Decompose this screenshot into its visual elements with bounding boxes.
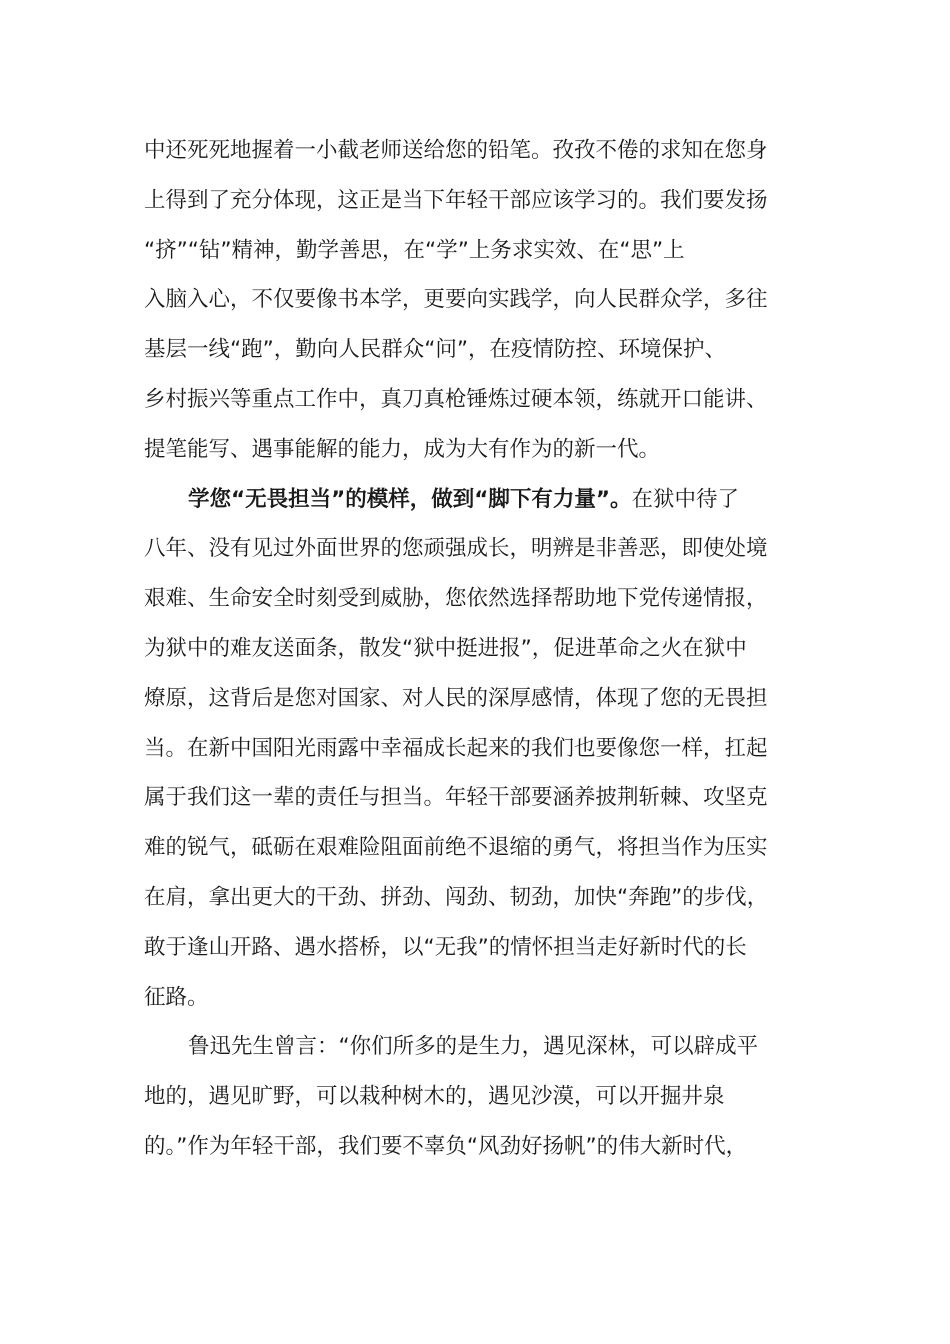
paragraph-line: 当。在新中国阳光雨露中幸福成长起来的我们也要像您一样，扛起 xyxy=(144,735,768,761)
paragraph-line: 八年、没有见过外面世界的您顽强成长，明辨是非善恶，即使处境 xyxy=(144,536,768,562)
paragraph-line: 上得到了充分体现，这正是当下年轻干部应该学习的。我们要发扬 xyxy=(144,187,768,213)
document-body xyxy=(144,126,814,1172)
paragraph-line: 属于我们这一辈的责任与担当。年轻干部要涵养披荆斩棘、攻坚克 xyxy=(144,785,768,811)
paragraph-line: 为狱中的难友送面条，散发“狱中挺进报”，促进革命之火在狱中 xyxy=(144,635,747,661)
paragraph-line: 乡村振兴等重点工作中，真刀真枪锤炼过硬本领，练就开口能讲、 xyxy=(144,386,768,412)
paragraph-first-line xyxy=(144,475,814,525)
paragraph-line: 基层一线“跑”，勤向人民群众“问”，在疫情防控、环境保护、 xyxy=(144,337,727,363)
paragraph-line: 艰难、生命安全时刻受到威胁，您依然选择帮助地下党传递情报， xyxy=(144,586,768,612)
paragraph-line: “挤”“钻”精神，勤学善思，在“学”上务求实效、在“思”上 xyxy=(144,237,685,263)
paragraph-line: 征路。 xyxy=(144,984,209,1010)
paragraph-line: 燎原，这背后是您对国家、对人民的深厚感情，体现了您的无畏担 xyxy=(144,685,768,711)
paragraph-first-line: 鲁迅先生曾言：“你们所多的是生力，遇见深林，可以辟成平 xyxy=(188,1034,759,1060)
paragraph-line: 地的，遇见旷野，可以栽种树木的，遇见沙漠，可以开掘井泉 xyxy=(144,1084,725,1110)
paragraph-line: 敢于逢山开路、遇水搭桥，以“无我”的情怀担当走好新时代的长 xyxy=(144,934,747,960)
paragraph-text: 在狱中待了 xyxy=(631,486,740,512)
paragraph-line: 提笔能写、遇事能解的能力，成为大有作为的新一代。 xyxy=(144,436,661,462)
paragraph-line: 中还死死地握着一小截老师送给您的铅笔。孜孜不倦的求知在您身 xyxy=(144,138,768,163)
paragraph-line: 在肩，拿出更大的干劲、拼劲、闯劲、韧劲，加快“奔跑”的步伐， xyxy=(144,884,769,910)
paragraph-heading: 学您“无畏担当”的模样，做到“脚下有力量”。 xyxy=(188,486,632,512)
paragraph-line: 入脑入心，不仅要像书本学，更要向实践学，向人民群众学，多往 xyxy=(144,287,768,313)
paragraph-line: 的。”作为年轻干部，我们要不辜负“风劲好扬帆”的伟大新时代， xyxy=(144,1133,748,1159)
paragraph-line: 难的锐气，砥砺在艰难险阻面前绝不退缩的勇气，将担当作为压实 xyxy=(144,835,768,861)
